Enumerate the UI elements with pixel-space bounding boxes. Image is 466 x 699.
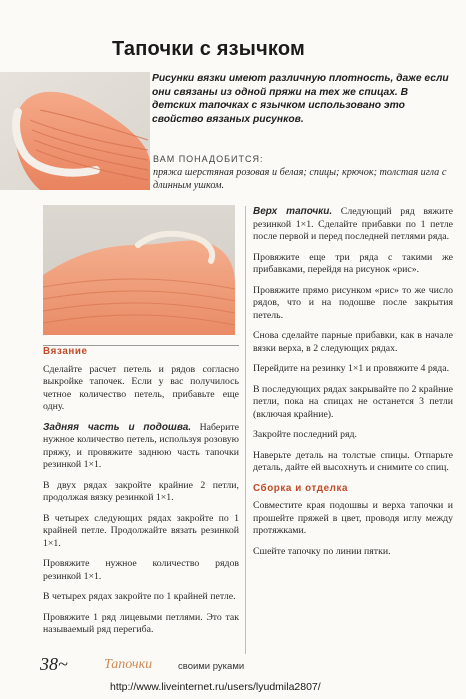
paragraph: Провяжите еще три ряда с такими же прибавками, перейдя на рисунок «рис». — [253, 251, 453, 275]
page-number: 38~ — [40, 654, 68, 674]
subheading-back-sole: Задняя часть и подошва. — [43, 421, 192, 433]
intro-text: Рисунки вязки имеют различную плотность, даже если они связаны из одной пряжи на тех же спицах. В детских тапочках с язычком использовано это свойство вязаных рисунков. — [152, 73, 449, 125]
left-column — [43, 346, 239, 645]
paragraph: Сшейте тапочку по линии пятки. — [253, 545, 391, 557]
paragraph: Провяжите 1 ряд лицевыми петлями. Это так называемый ряд перегиба. — [43, 611, 239, 635]
section-heading-assembly: Сборка и отделка — [253, 482, 349, 494]
paragraph: Совместите края подошвы и верха тапочки и прошейте пряжей в цвет, проводя иглу между протяжками. — [253, 500, 453, 536]
paragraph: Сделайте расчет петель и рядов согласно выкройке тапочек. Если у вас получилось четное количество петель, прибавьте еще одну. — [43, 363, 239, 412]
paragraph: Закройте последний ряд. — [253, 429, 357, 440]
section-heading-knitting: Вязание — [43, 346, 88, 357]
page-title: Тапочки с язычком — [112, 38, 305, 60]
column-divider — [245, 206, 246, 654]
series-title: Тапочки — [104, 657, 153, 672]
source-url[interactable]: http://www.liveinternet.ru/users/lyudmila2807/ — [110, 681, 321, 693]
right-column — [253, 206, 453, 566]
paragraph: Провяжите прямо рисунком «рис» то же число рядов, что и на подошве после закрытия петель. — [253, 284, 453, 321]
paragraph: Провяжите нужное количество рядов резинкой 1×1. — [43, 558, 239, 582]
series-subtitle: своими руками — [178, 661, 245, 672]
materials-text: пряжа шерстяная розовая и белая; спицы; крючок; толстая игла с длинным ушком. — [153, 167, 447, 191]
paragraph: Перейдите на резинку 1×1 и провяжите 4 ряда. — [253, 363, 450, 374]
paragraph: В последующих рядах закрывайте по 2 крайние петли, пока на спицах не останется 3 петли (включая крайние). — [253, 383, 453, 420]
paragraph: Наверьте деталь на толстые спицы. Отпарьте деталь, дайте ей высохнуть и снимите со спиц. — [253, 449, 453, 473]
paragraph: Задняя часть и подошва. Наберите нужное количество петель, используя розовую пряжу, и провяжите заднюю часть тапочки резинкой 1×1. — [43, 421, 239, 470]
subheading-top: Верх тапочки. — [253, 206, 333, 217]
slipper-photo-top — [0, 72, 150, 190]
slipper-photo-side — [43, 205, 235, 335]
paragraph: В четырех рядах закройте по 1 крайней петле. — [43, 591, 236, 602]
paragraph: В двух рядах закройте крайние 2 петли, продолжая вязку резинкой 1×1. — [43, 479, 239, 503]
paragraph: Верх тапочки. Следующий ряд вяжите резинкой 1×1. Сделайте прибавки по 1 петле после первой и перед последней петлями ряда. — [253, 206, 453, 242]
paragraph: Снова сделайте парные прибавки, как в начале вязки верха, в 2 следующих рядах. — [253, 330, 453, 354]
paragraph: В четырех следующих рядах закройте по 1 крайней петле. Продолжайте вязать резинкой 1×1. — [43, 512, 239, 549]
materials-heading: ВАМ ПОНАДОБИТСЯ: — [153, 154, 264, 164]
